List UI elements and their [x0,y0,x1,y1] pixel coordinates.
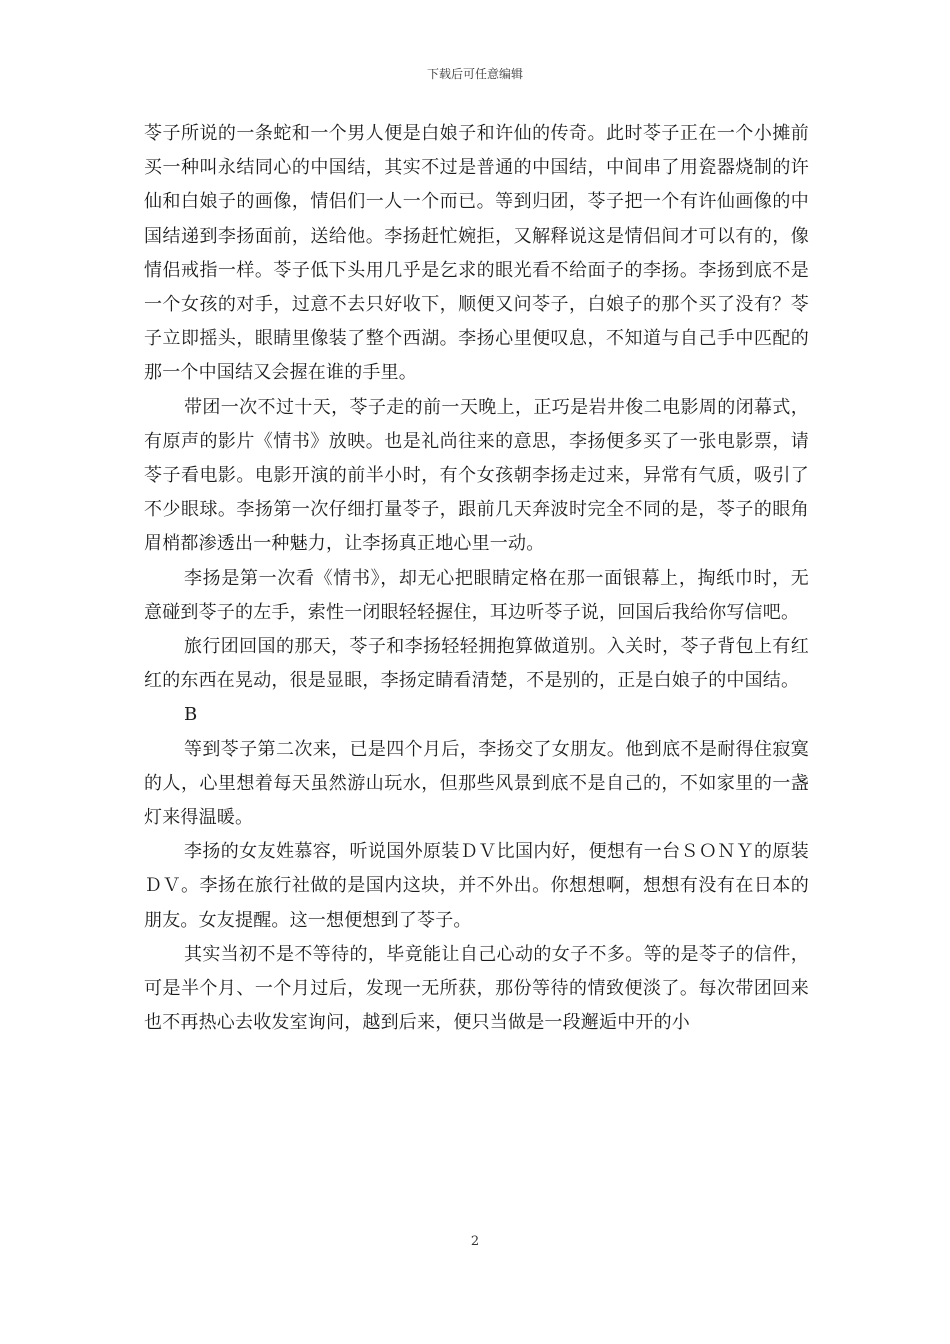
document-body [144,117,809,1040]
paragraph-3: 李扬是第一次看《情书》，却无心把眼睛定格在那一面银幕上，掏纸巾时，无意碰到苓子的左手，索性一闭眼轻轻握住，耳边听苓子说，回国后我给你写信吧。 [144,567,809,623]
paragraph-6: 李扬的女友姓慕容，听说国外原装ＤＶ比国内好，便想有一台ＳＯＮＹ的原装ＤＶ。李扬在旅行社做的是国内这块，并不外出。你想想啊，想想有没有在日本的朋友。女友提醒。这一想便想到了苓子。 [144,841,809,931]
page-header: 下载后可任意编辑 [426,67,523,81]
paragraph-5: 等到苓子第二次来，已是四个月后，李扬交了女朋友。他到底不是耐得住寂寞的人，心里想着每天虽然游山玩水，但那些风景到底不是自己的，不如家里的一盏灯来得温暖。 [144,738,809,829]
paragraph-4: 旅行团回国的那天，苓子和李扬轻轻拥抱算做道别。入关时，苓子背包上有红红的东西在晃动，很是显眼，李扬定睛看清楚，不是别的，正是白娘子的中国结。 [144,636,809,692]
page-number: 2 [470,1234,480,1249]
paragraph-1: 苓子所说的一条蛇和一个男人便是白娘子和许仙的传奇。此时苓子正在一个小摊前买一种叫永结同心的中国结，其实不过是普通的中国结，中间串了用瓷器烧制的许仙和白娘子的画像，情侣们一人一个而已。等到归团，苓子把一个有许仙画像的中国结递到李扬面前，送给他。李扬赶忙婉拒，又解释说这是情侣间才可以有的，像情侣戒指一样。苓子低下头用几乎是乞求的眼光看不给面子的李扬。李扬到底不是一个女孩的对手，过意不去只好收下，顺便又问苓子，白娘子的那个买了没有？苓子立即摇头，眼睛里像装了整个西湖。李扬心里便叹息，不知道与自己手中匹配的那一个中国结又会握在谁的手里。 [144,123,809,384]
section-marker-b: B [184,704,198,726]
paragraph-2: 带团一次不过十天，苓子走的前一天晚上，正巧是岩井俊二电影周的闭幕式，有原声的影片《情书》放映。也是礼尚往来的意思，李扬便多买了一张电影票，请苓子看电影。电影开演的前半小时，有个女孩朝李扬走过来，异常有气质，吸引了不少眼球。李扬第一次仔细打量苓子，跟前几天奔波时完全不同的是，苓子的眼角眉梢都渗透出一种魅力，让李扬真正地心里一动。 [144,396,809,555]
paragraph-7: 其实当初不是不等待的，毕竟能让自己心动的女子不多。等的是苓子的信件，可是半个月、一个月过后，发现一无所获，那份等待的情致便淡了。每次带团回来也不再热心去收发室询问，越到后来，便只当做是一段邂逅中开的小 [144,943,809,1034]
